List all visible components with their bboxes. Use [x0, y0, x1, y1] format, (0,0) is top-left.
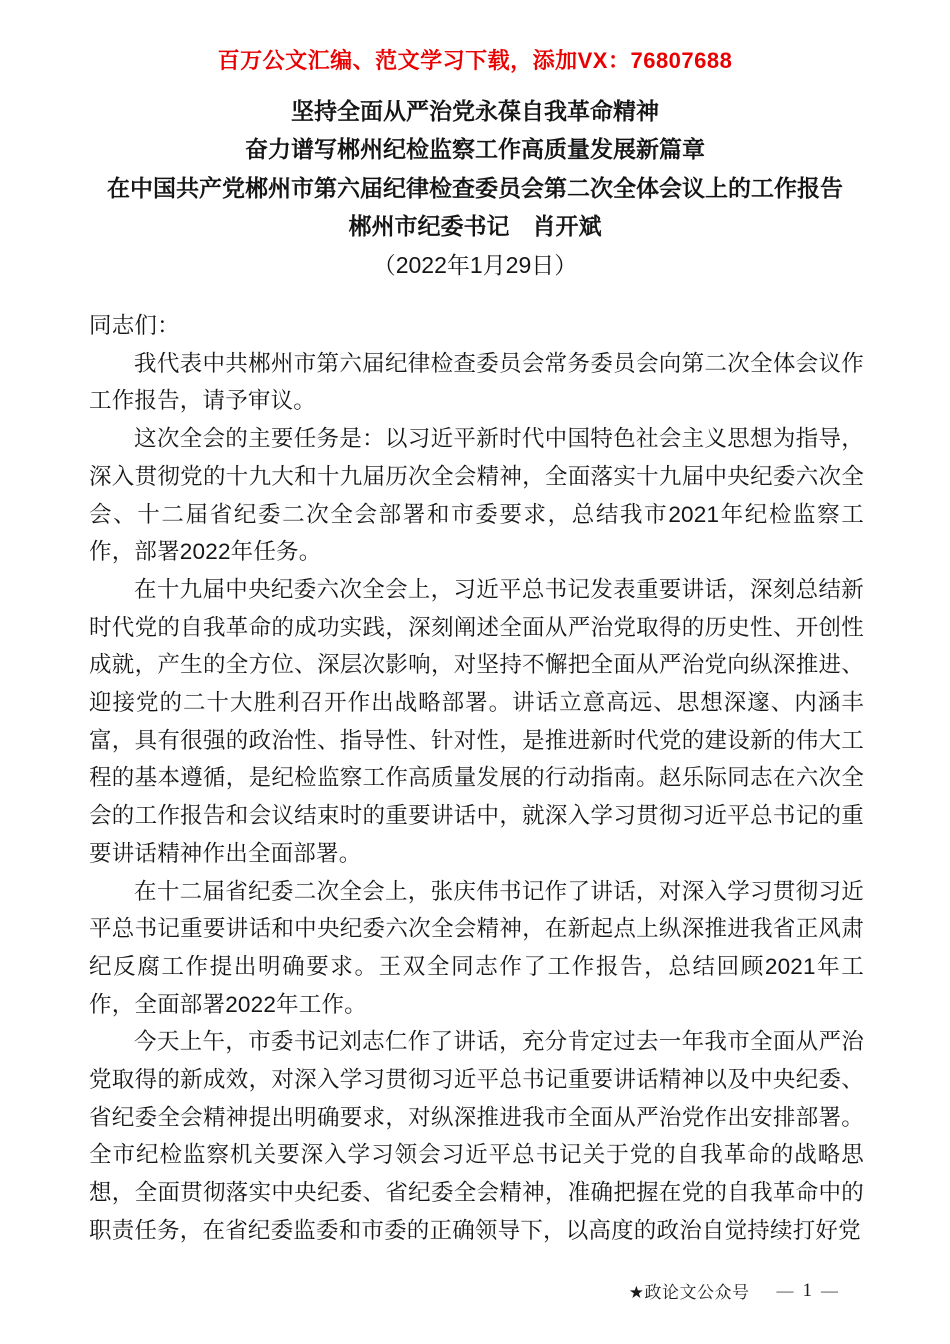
- paragraph-2: 这次全会的主要任务是：以习近平新时代中国特色社会主义思想为指导，深入贯彻党的十九大和十九届历次全会精神，全面落实十九届中央纪委六次全会、十二届省纪委二次全会部署和市委要求，总结我市2021年纪检监察工作，部署2022年任务。: [89, 426, 864, 565]
- page-number-dash-left: —: [776, 1280, 794, 1300]
- paragraph-1: 我代表中共郴州市第六届纪律检查委员会常务委员会向第二次全体会议作工作报告，请予审议。: [89, 350, 864, 414]
- paragraph-4: 在十二届省纪委二次全会上，张庆伟书记作了讲话，对深入学习贯彻习近平总书记重要讲话和中央纪委六次全会精神，在新起点上纵深推进我省正风肃纪反腐工作提出明确要求。王双全同志作了工作报告，总结回顾2021年工作，全面部署2022年工作。: [89, 878, 864, 1017]
- page-number: 1: [802, 1279, 812, 1301]
- document-title-line-2: 奋力谱写郴州纪检监察工作高质量发展新篇章: [245, 136, 705, 163]
- paragraph-3: 在十九届中央纪委六次全会上，习近平总书记发表重要讲话，深刻总结新时代党的自我革命的成功实践，深刻阐述全面从严治党取得的历史性、开创性成就，产生的全方位、深层次影响，对坚持不懈把全面从严治党向纵深推进、迎接党的二十大胜利召开作出战略部署。讲话立意高远、思想深邃、内涵丰富，具有很强的政治性、指导性、针对性，是推进新时代党的建设新的伟大工程的基本遵循，是纪检监察工作高质量发展的行动指南。赵乐际同志在六次全会的工作报告和会议结束时的重要讲话中，就深入学习贯彻习近平总书记的重要讲话精神作出全面部署。: [89, 576, 864, 866]
- page-footer: [629, 1278, 847, 1303]
- footer-brand-label: ★政论文公众号: [628, 1283, 750, 1302]
- watermark-ad-text: 百万公文汇编、范文学习下载，添加VX：76807688: [217, 48, 733, 73]
- salutation: 同志们：: [89, 313, 180, 338]
- paragraph-5: 今天上午，市委书记刘志仁作了讲话，充分肯定过去一年我市全面从严治党取得的新成效，对深入学习贯彻习近平总书记重要讲话精神以及中央纪委、省纪委全会精神提出明确要求，对纵深推进我市全面从严治党作出安排部署。全市纪检监察机关要深入学习领会习近平总书记关于党的自我革命的战略思想，全面贯彻落实中央纪委、省纪委全会精神，准确把握在党的自我革命中的职责任务，在省纪委监委和市委的正确领导下，以高度的政治自觉持续打好党: [89, 1029, 864, 1243]
- document-title-line-3: 在中国共产党郴州市第六届纪律检查委员会第二次全体会议上的工作报告: [107, 174, 843, 201]
- page-number-dash-right: —: [821, 1280, 838, 1300]
- document-title-line-1: 坚持全面从严治党永葆自我革命精神: [291, 98, 659, 124]
- title-block: [0, 92, 950, 284]
- document-author: 郴州市纪委书记 肖开斌: [348, 213, 602, 240]
- document-body: [89, 307, 864, 1250]
- document-date: （2022年1月29日）: [372, 251, 578, 278]
